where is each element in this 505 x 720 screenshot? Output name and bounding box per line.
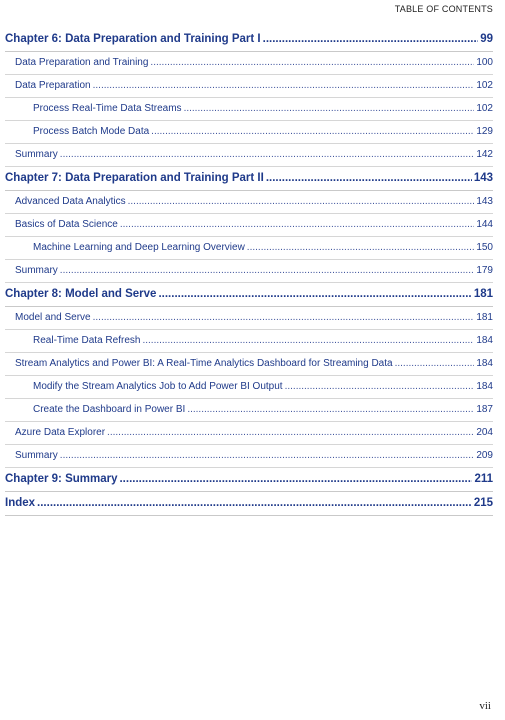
dot-leader [120,214,474,236]
toc-section-entry[interactable] [5,445,493,468]
dot-leader [247,237,475,259]
toc-entry-title: Create the Dashboard in Power BI [33,404,186,415]
toc-section-entry[interactable] [5,422,493,445]
toc-entry-title: Basics of Data Science [15,219,118,230]
toc-entry-title: Chapter 9: Summary [5,473,118,485]
dot-leader [93,307,475,329]
dot-leader [150,52,474,74]
toc-entry-title: Machine Learning and Deep Learning Overview [33,242,245,253]
toc-subsection-entry[interactable] [5,98,493,121]
toc-entry-title: Summary [15,265,58,276]
toc-entry-title: Chapter 7: Data Preparation and Training Part II [5,172,264,184]
dot-leader [60,260,475,282]
dot-leader [187,399,474,421]
page-number: vii [479,700,491,712]
toc-subsection-entry[interactable] [5,376,493,399]
toc-section-entry[interactable] [5,52,493,75]
toc-chapter-entry[interactable] [5,28,493,52]
toc-entry-title: Model and Serve [15,312,91,323]
toc-section-entry[interactable] [5,260,493,283]
toc-entry-title: Stream Analytics and Power BI: A Real-Time Analytics Dashboard for Streaming Data [15,358,393,369]
toc-entry-page-number: 129 [476,126,493,137]
dot-leader [395,353,475,375]
toc-entry-page-number: 100 [476,57,493,68]
dot-leader [263,28,479,51]
toc-chapter-entry[interactable] [5,283,493,307]
dot-leader [60,445,475,467]
dot-leader [285,376,475,398]
dot-leader [158,283,471,306]
toc-entry-page-number: 102 [476,103,493,114]
running-header: TABLE OF CONTENTS [394,4,493,14]
toc-entry-title: Data Preparation [15,80,91,91]
toc-section-entry[interactable] [5,144,493,167]
dot-leader [266,167,472,190]
dot-leader [37,492,472,515]
toc-entry-page-number: 143 [476,196,493,207]
toc-entry-title: Chapter 6: Data Preparation and Training Part I [5,33,261,45]
toc-entry-page-number: 142 [476,149,493,160]
dot-leader [107,422,474,444]
toc-entry-title: Process Batch Mode Data [33,126,150,137]
toc-subsection-entry[interactable] [5,330,493,353]
dot-leader [142,330,474,352]
dot-leader [60,144,475,166]
toc-entry-page-number: 184 [476,381,493,392]
toc-section-entry[interactable] [5,307,493,330]
toc-entry-page-number: 209 [476,450,493,461]
toc-entry-page-number: 144 [476,219,493,230]
toc-entry-title: Advanced Data Analytics [15,196,126,207]
toc-entry-page-number: 204 [476,427,493,438]
toc-entry-title: Data Preparation and Training [15,57,149,68]
toc-subsection-entry[interactable] [5,121,493,144]
dot-leader [151,121,474,143]
table-of-contents [5,28,493,516]
toc-entry-title: Summary [15,450,58,461]
toc-entry-page-number: 143 [473,172,493,184]
toc-chapter-entry[interactable] [5,167,493,191]
toc-entry-page-number: 215 [473,497,493,509]
dot-leader [93,75,475,97]
toc-entry-page-number: 179 [476,265,493,276]
dot-leader [119,468,472,491]
toc-subsection-entry[interactable] [5,399,493,422]
toc-entry-page-number: 102 [476,80,493,91]
toc-entry-title: Chapter 8: Model and Serve [5,288,157,300]
toc-entry-page-number: 211 [474,473,493,485]
toc-section-entry[interactable] [5,353,493,376]
toc-entry-page-number: 150 [476,242,493,253]
toc-entry-title: Modify the Stream Analytics Job to Add Power BI Output [33,381,283,392]
toc-section-entry[interactable] [5,191,493,214]
toc-entry-page-number: 184 [476,358,493,369]
toc-entry-page-number: 181 [476,312,493,323]
toc-entry-page-number: 184 [476,335,493,346]
toc-entry-title: Summary [15,149,58,160]
toc-entry-page-number: 181 [473,288,493,300]
toc-chapter-entry[interactable] [5,468,493,492]
toc-entry-title: Index [5,497,36,509]
toc-entry-title: Process Real-Time Data Streams [33,103,182,114]
toc-section-entry[interactable] [5,75,493,98]
toc-chapter-entry[interactable] [5,492,493,516]
toc-section-entry[interactable] [5,214,493,237]
dot-leader [128,191,475,213]
toc-entry-page-number: 187 [476,404,493,415]
dot-leader [184,98,475,120]
toc-entry-title: Real-Time Data Refresh [33,335,141,346]
toc-subsection-entry[interactable] [5,237,493,260]
toc-entry-title: Azure Data Explorer [15,427,106,438]
toc-entry-page-number: 99 [480,33,493,45]
